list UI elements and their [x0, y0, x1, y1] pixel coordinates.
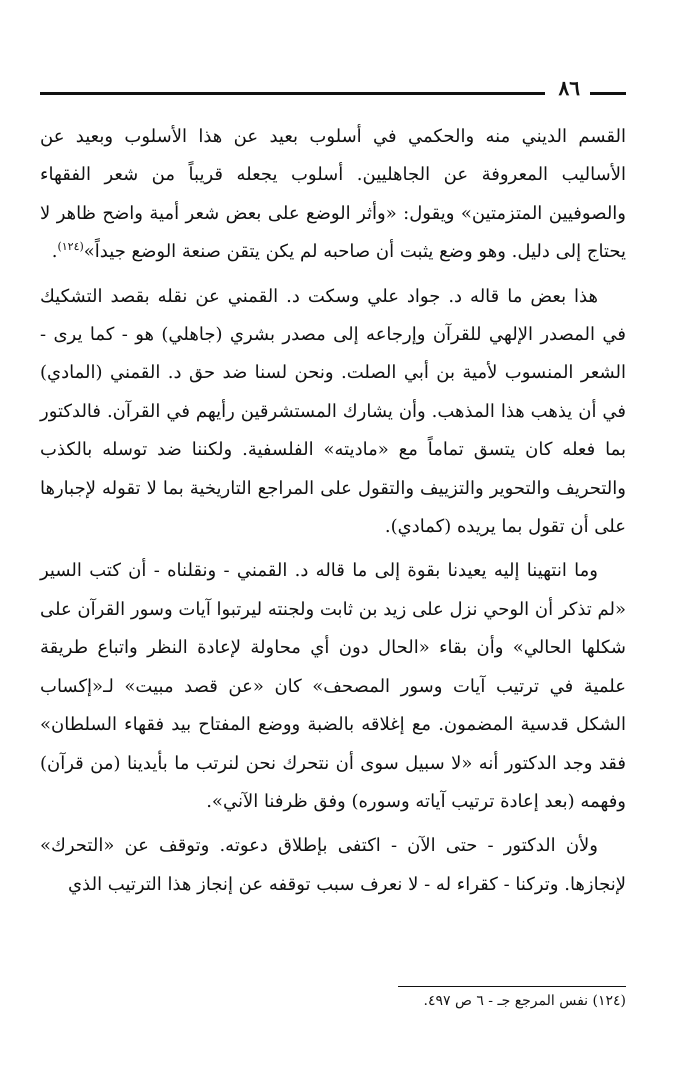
- header-rule-short: [590, 92, 626, 95]
- paragraph-1: [40, 118, 626, 272]
- footnote-reference: (١٢٤): [57, 240, 84, 254]
- paragraph-text: ولأن الدكتور - حتى الآن - اكتفى بإطلاق دعوته. وتوقف عن «التحرك» لإنجازها. وتركنا - كقراء له - لا نعرف سبب توقفه عن إنجاز هذا الترتيب الذي: [40, 835, 626, 895]
- paragraph-text: وما انتهينا إليه يعيدنا بقوة إلى ما قاله د. القمني - ونقلناه - أن كتب السير «لم تذكر أن الوحي نزل على زيد بن ثابت ولجنته ليرتبوا آيات وسور القرآن على شكلها الحالي» وأن بقاء «الحال دون أي محاولة لإعادة النظر واتباع طريقة علمية في ترتيب آيات وسور المصحف» كان «عن قصد مبيت» لـ«إكساب الشكل قدسية المضمون. مع إغلاقه بالضبة ووضع المفتاح بيد فقهاء السلطان» فقد وجد الدكتور أنه «لا سبيل سوى أن نتحرك نحن لنرتب ما بأيدينا (من قرآن) وفهمه (بعد إعادة ترتيب آياته وسوره) وفق ظرفنا الآني».: [40, 560, 626, 812]
- footnote: (١٢٤) نفس المرجع جـ - ٦ ص ٤٩٧.: [423, 993, 626, 1009]
- paragraph-tail: .: [51, 241, 58, 263]
- page-number: ٨٦: [558, 76, 580, 100]
- paragraph-text: القسم الديني منه والحكمي في أسلوب بعيد عن هذا الأسلوب وبعيد عن الأساليب المعروفة عن الجاهليين. أسلوب يجعله قريباً من شعر الفقهاء والصوفيين المتزمتين» ويقول: «وأثر الوضع على بعض شعر أمية واضح ظاهر لا يحتاج إلى دليل. وهو وضع يثبت أن صاحبه لم يكن يتقن صنعة الوضع جيداً»: [40, 126, 626, 263]
- footnote-divider: [398, 986, 626, 987]
- paragraph-text: هذا بعض ما قاله د. جواد علي وسكت د. القمني عن نقله بقصد التشكيك في المصدر الإلهي للقرآن وإرجاعه إلى مصدر بشري (جاهلي) هو - كما يرى - الشعر المنسوب لأمية بن أبي الصلت. ونحن لسنا ضد حق د. القمني (المادي) في أن يذهب هذا المذهب. وأن يشارك المستشرقين رأيهم في القرآن. فالدكتور بما فعله كان يتسق تماماً مع «ماديته» الفلسفية. ولكننا ضد توسله بالكذب والتحريف والتحوير والتزييف والتقول على المراجع التاريخية بما لا تقوله لإجبارها على أن تقول بما يريده (كمادي).: [40, 285, 626, 538]
- paragraph-3: [40, 552, 626, 821]
- header-rule-long: [40, 92, 545, 95]
- page-header: [40, 74, 626, 104]
- paragraph-4: [40, 827, 626, 904]
- paragraph-2: [40, 278, 626, 547]
- body-text: [40, 118, 626, 910]
